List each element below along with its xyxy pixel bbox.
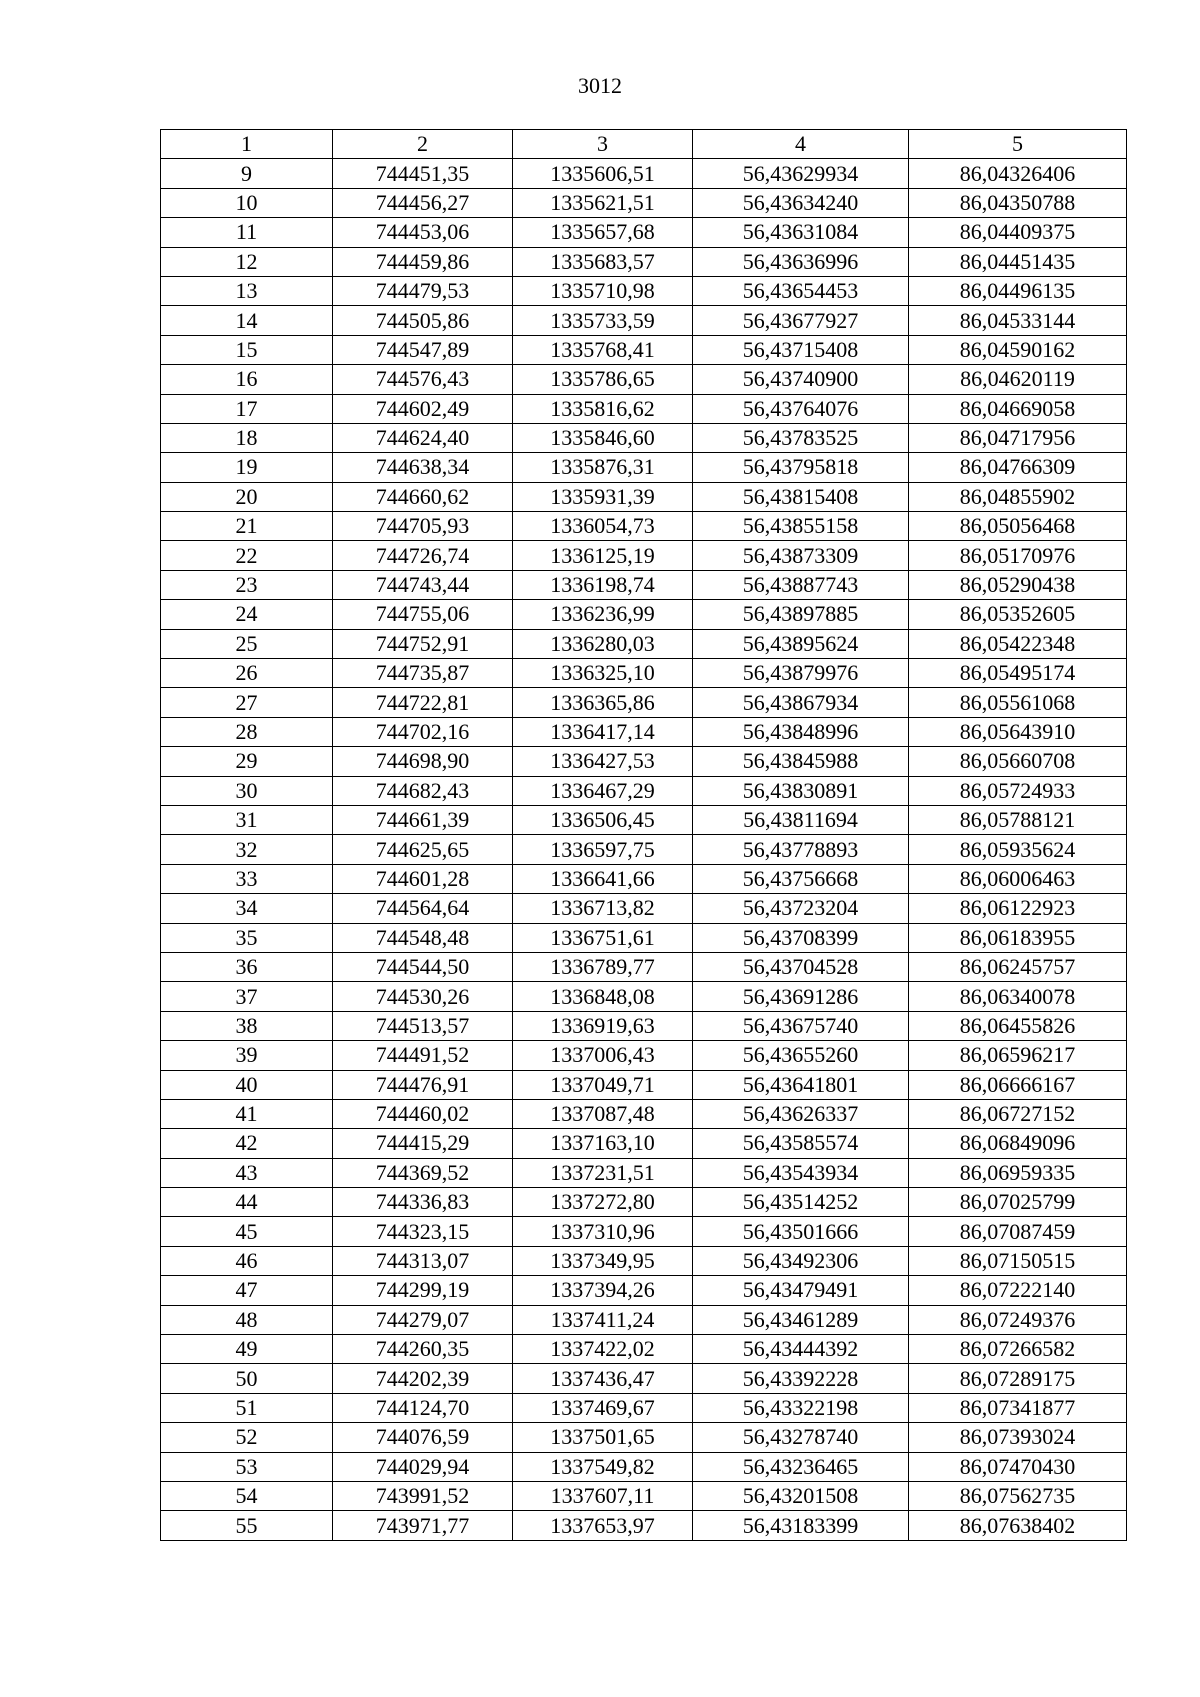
point-number-cell: 43 — [161, 1158, 333, 1187]
latitude-cell: 56,43322198 — [693, 1393, 909, 1422]
longitude-cell: 86,05056468 — [909, 512, 1127, 541]
y-coordinate-cell: 1335606,51 — [513, 159, 693, 188]
x-coordinate-cell: 744029,94 — [333, 1452, 513, 1481]
table-row — [161, 570, 1127, 599]
column-header: 5 — [909, 130, 1127, 159]
point-number-cell: 38 — [161, 1011, 333, 1040]
x-coordinate-cell: 744299,19 — [333, 1276, 513, 1305]
y-coordinate-cell: 1336713,82 — [513, 894, 693, 923]
latitude-cell: 56,43873309 — [693, 541, 909, 570]
longitude-cell: 86,07087459 — [909, 1217, 1127, 1246]
y-coordinate-cell: 1335710,98 — [513, 276, 693, 305]
table-row — [161, 864, 1127, 893]
longitude-cell: 86,07470430 — [909, 1452, 1127, 1481]
point-number-cell: 36 — [161, 952, 333, 981]
x-coordinate-cell: 744548,48 — [333, 923, 513, 952]
table-row — [161, 423, 1127, 452]
y-coordinate-cell: 1336467,29 — [513, 776, 693, 805]
table-row — [161, 1188, 1127, 1217]
table-row — [161, 776, 1127, 805]
point-number-cell: 19 — [161, 453, 333, 482]
table-row — [161, 1246, 1127, 1275]
longitude-cell: 86,06245757 — [909, 952, 1127, 981]
table-row — [161, 1511, 1127, 1540]
longitude-cell: 86,05352605 — [909, 600, 1127, 629]
point-number-cell: 20 — [161, 482, 333, 511]
x-coordinate-cell: 744576,43 — [333, 365, 513, 394]
table-row — [161, 1335, 1127, 1364]
longitude-cell: 86,04620119 — [909, 365, 1127, 394]
table-row — [161, 188, 1127, 217]
x-coordinate-cell: 743991,52 — [333, 1481, 513, 1510]
y-coordinate-cell: 1337436,47 — [513, 1364, 693, 1393]
longitude-cell: 86,07150515 — [909, 1246, 1127, 1275]
latitude-cell: 56,43740900 — [693, 365, 909, 394]
latitude-cell: 56,43855158 — [693, 512, 909, 541]
longitude-cell: 86,06849096 — [909, 1129, 1127, 1158]
point-number-cell: 11 — [161, 218, 333, 247]
table-row — [161, 218, 1127, 247]
table-row — [161, 923, 1127, 952]
x-coordinate-cell: 744279,07 — [333, 1305, 513, 1334]
table-row — [161, 600, 1127, 629]
point-number-cell: 13 — [161, 276, 333, 305]
point-number-cell: 30 — [161, 776, 333, 805]
point-number-cell: 26 — [161, 659, 333, 688]
y-coordinate-cell: 1335683,57 — [513, 247, 693, 276]
x-coordinate-cell: 744755,06 — [333, 600, 513, 629]
y-coordinate-cell: 1336789,77 — [513, 952, 693, 981]
table-row — [161, 982, 1127, 1011]
x-coordinate-cell: 744752,91 — [333, 629, 513, 658]
point-number-cell: 48 — [161, 1305, 333, 1334]
latitude-cell: 56,43479491 — [693, 1276, 909, 1305]
table-row — [161, 1276, 1127, 1305]
table-row — [161, 747, 1127, 776]
latitude-cell: 56,43845988 — [693, 747, 909, 776]
longitude-cell: 86,04350788 — [909, 188, 1127, 217]
point-number-cell: 28 — [161, 717, 333, 746]
longitude-cell: 86,04409375 — [909, 218, 1127, 247]
y-coordinate-cell: 1337394,26 — [513, 1276, 693, 1305]
table-row — [161, 805, 1127, 834]
x-coordinate-cell: 744451,35 — [333, 159, 513, 188]
latitude-cell: 56,43629934 — [693, 159, 909, 188]
table-row — [161, 335, 1127, 364]
y-coordinate-cell: 1336427,53 — [513, 747, 693, 776]
y-coordinate-cell: 1335931,39 — [513, 482, 693, 511]
latitude-cell: 56,43756668 — [693, 864, 909, 893]
y-coordinate-cell: 1336325,10 — [513, 659, 693, 688]
point-number-cell: 32 — [161, 835, 333, 864]
latitude-cell: 56,43830891 — [693, 776, 909, 805]
column-header: 3 — [513, 130, 693, 159]
longitude-cell: 86,04451435 — [909, 247, 1127, 276]
x-coordinate-cell: 744415,29 — [333, 1129, 513, 1158]
longitude-cell: 86,04766309 — [909, 453, 1127, 482]
longitude-cell: 86,05935624 — [909, 835, 1127, 864]
longitude-cell: 86,06455826 — [909, 1011, 1127, 1040]
y-coordinate-cell: 1337501,65 — [513, 1423, 693, 1452]
longitude-cell: 86,05170976 — [909, 541, 1127, 570]
x-coordinate-cell: 744547,89 — [333, 335, 513, 364]
table-row — [161, 659, 1127, 688]
table-row — [161, 1452, 1127, 1481]
latitude-cell: 56,43461289 — [693, 1305, 909, 1334]
x-coordinate-cell: 744476,91 — [333, 1070, 513, 1099]
y-coordinate-cell: 1336365,86 — [513, 688, 693, 717]
latitude-cell: 56,43543934 — [693, 1158, 909, 1187]
x-coordinate-cell: 744513,57 — [333, 1011, 513, 1040]
x-coordinate-cell: 744660,62 — [333, 482, 513, 511]
point-number-cell: 10 — [161, 188, 333, 217]
y-coordinate-cell: 1337607,11 — [513, 1481, 693, 1510]
x-coordinate-cell: 744638,34 — [333, 453, 513, 482]
x-coordinate-cell: 744260,35 — [333, 1335, 513, 1364]
y-coordinate-cell: 1336848,08 — [513, 982, 693, 1011]
y-coordinate-cell: 1336641,66 — [513, 864, 693, 893]
table-row — [161, 1305, 1127, 1334]
table-row — [161, 1364, 1127, 1393]
latitude-cell: 56,43278740 — [693, 1423, 909, 1452]
point-number-cell: 41 — [161, 1099, 333, 1128]
longitude-cell: 86,06183955 — [909, 923, 1127, 952]
y-coordinate-cell: 1335657,68 — [513, 218, 693, 247]
x-coordinate-cell: 744456,27 — [333, 188, 513, 217]
table-body — [161, 130, 1127, 1541]
latitude-cell: 56,43897885 — [693, 600, 909, 629]
point-number-cell: 44 — [161, 1188, 333, 1217]
latitude-cell: 56,43501666 — [693, 1217, 909, 1246]
table-row — [161, 159, 1127, 188]
table-row — [161, 394, 1127, 423]
table-row — [161, 482, 1127, 511]
point-number-cell: 51 — [161, 1393, 333, 1422]
longitude-cell: 86,05561068 — [909, 688, 1127, 717]
point-number-cell: 40 — [161, 1070, 333, 1099]
latitude-cell: 56,43183399 — [693, 1511, 909, 1540]
x-coordinate-cell: 744726,74 — [333, 541, 513, 570]
longitude-cell: 86,06727152 — [909, 1099, 1127, 1128]
point-number-cell: 25 — [161, 629, 333, 658]
table-row — [161, 276, 1127, 305]
longitude-cell: 86,06596217 — [909, 1041, 1127, 1070]
latitude-cell: 56,43704528 — [693, 952, 909, 981]
point-number-cell: 35 — [161, 923, 333, 952]
y-coordinate-cell: 1335816,62 — [513, 394, 693, 423]
longitude-cell: 86,05643910 — [909, 717, 1127, 746]
x-coordinate-cell: 744735,87 — [333, 659, 513, 688]
latitude-cell: 56,43655260 — [693, 1041, 909, 1070]
y-coordinate-cell: 1335733,59 — [513, 306, 693, 335]
x-coordinate-cell: 744624,40 — [333, 423, 513, 452]
y-coordinate-cell: 1336280,03 — [513, 629, 693, 658]
latitude-cell: 56,43795818 — [693, 453, 909, 482]
x-coordinate-cell: 744336,83 — [333, 1188, 513, 1217]
y-coordinate-cell: 1337653,97 — [513, 1511, 693, 1540]
longitude-cell: 86,06122923 — [909, 894, 1127, 923]
point-number-cell: 16 — [161, 365, 333, 394]
y-coordinate-cell: 1336236,99 — [513, 600, 693, 629]
longitude-cell: 86,06959335 — [909, 1158, 1127, 1187]
table-row — [161, 629, 1127, 658]
y-coordinate-cell: 1337049,71 — [513, 1070, 693, 1099]
y-coordinate-cell: 1337087,48 — [513, 1099, 693, 1128]
page-number: 3012 — [578, 73, 622, 98]
y-coordinate-cell: 1336597,75 — [513, 835, 693, 864]
x-coordinate-cell: 744323,15 — [333, 1217, 513, 1246]
longitude-cell: 86,07562735 — [909, 1481, 1127, 1510]
longitude-cell: 86,07341877 — [909, 1393, 1127, 1422]
longitude-cell: 86,07249376 — [909, 1305, 1127, 1334]
table-row — [161, 512, 1127, 541]
point-number-cell: 49 — [161, 1335, 333, 1364]
table-row — [161, 1070, 1127, 1099]
table-row — [161, 1158, 1127, 1187]
latitude-cell: 56,43778893 — [693, 835, 909, 864]
latitude-cell: 56,43626337 — [693, 1099, 909, 1128]
latitude-cell: 56,43867934 — [693, 688, 909, 717]
table-header-row — [161, 130, 1127, 159]
y-coordinate-cell: 1337231,51 — [513, 1158, 693, 1187]
x-coordinate-cell: 744453,06 — [333, 218, 513, 247]
y-coordinate-cell: 1337310,96 — [513, 1217, 693, 1246]
x-coordinate-cell: 744530,26 — [333, 982, 513, 1011]
latitude-cell: 56,43677927 — [693, 306, 909, 335]
table-row — [161, 1129, 1127, 1158]
point-number-cell: 24 — [161, 600, 333, 629]
latitude-cell: 56,43811694 — [693, 805, 909, 834]
point-number-cell: 39 — [161, 1041, 333, 1070]
table-row — [161, 247, 1127, 276]
x-coordinate-cell: 744491,52 — [333, 1041, 513, 1070]
x-coordinate-cell: 744601,28 — [333, 864, 513, 893]
table-row — [161, 1423, 1127, 1452]
table-row — [161, 541, 1127, 570]
latitude-cell: 56,43848996 — [693, 717, 909, 746]
x-coordinate-cell: 744702,16 — [333, 717, 513, 746]
x-coordinate-cell: 744369,52 — [333, 1158, 513, 1187]
point-number-cell: 54 — [161, 1481, 333, 1510]
point-number-cell: 42 — [161, 1129, 333, 1158]
y-coordinate-cell: 1336919,63 — [513, 1011, 693, 1040]
x-coordinate-cell: 744202,39 — [333, 1364, 513, 1393]
table-row — [161, 717, 1127, 746]
table-row — [161, 952, 1127, 981]
y-coordinate-cell: 1335876,31 — [513, 453, 693, 482]
column-header: 2 — [333, 130, 513, 159]
table-row — [161, 835, 1127, 864]
x-coordinate-cell: 744705,93 — [333, 512, 513, 541]
point-number-cell: 37 — [161, 982, 333, 1011]
latitude-cell: 56,43641801 — [693, 1070, 909, 1099]
x-coordinate-cell: 744743,44 — [333, 570, 513, 599]
y-coordinate-cell: 1336506,45 — [513, 805, 693, 834]
table-row — [161, 894, 1127, 923]
table-row — [161, 306, 1127, 335]
longitude-cell: 86,06340078 — [909, 982, 1127, 1011]
point-number-cell: 34 — [161, 894, 333, 923]
latitude-cell: 56,43675740 — [693, 1011, 909, 1040]
latitude-cell: 56,43392228 — [693, 1364, 909, 1393]
y-coordinate-cell: 1337272,80 — [513, 1188, 693, 1217]
point-number-cell: 33 — [161, 864, 333, 893]
y-coordinate-cell: 1335786,65 — [513, 365, 693, 394]
point-number-cell: 52 — [161, 1423, 333, 1452]
point-number-cell: 55 — [161, 1511, 333, 1540]
latitude-cell: 56,43514252 — [693, 1188, 909, 1217]
x-coordinate-cell: 744602,49 — [333, 394, 513, 423]
longitude-cell: 86,04855902 — [909, 482, 1127, 511]
x-coordinate-cell: 744722,81 — [333, 688, 513, 717]
point-number-cell: 17 — [161, 394, 333, 423]
latitude-cell: 56,43691286 — [693, 982, 909, 1011]
longitude-cell: 86,07638402 — [909, 1511, 1127, 1540]
point-number-cell: 47 — [161, 1276, 333, 1305]
longitude-cell: 86,04496135 — [909, 276, 1127, 305]
x-coordinate-cell: 744076,59 — [333, 1423, 513, 1452]
point-number-cell: 23 — [161, 570, 333, 599]
y-coordinate-cell: 1336751,61 — [513, 923, 693, 952]
longitude-cell: 86,06666167 — [909, 1070, 1127, 1099]
y-coordinate-cell: 1336125,19 — [513, 541, 693, 570]
x-coordinate-cell: 744564,64 — [333, 894, 513, 923]
x-coordinate-cell: 744460,02 — [333, 1099, 513, 1128]
point-number-cell: 14 — [161, 306, 333, 335]
latitude-cell: 56,43634240 — [693, 188, 909, 217]
point-number-cell: 53 — [161, 1452, 333, 1481]
point-number-cell: 31 — [161, 805, 333, 834]
latitude-cell: 56,43723204 — [693, 894, 909, 923]
x-coordinate-cell: 744682,43 — [333, 776, 513, 805]
longitude-cell: 86,07222140 — [909, 1276, 1127, 1305]
longitude-cell: 86,07393024 — [909, 1423, 1127, 1452]
y-coordinate-cell: 1337411,24 — [513, 1305, 693, 1334]
x-coordinate-cell: 743971,77 — [333, 1511, 513, 1540]
column-header: 4 — [693, 130, 909, 159]
point-number-cell: 29 — [161, 747, 333, 776]
latitude-cell: 56,43236465 — [693, 1452, 909, 1481]
table-row — [161, 1217, 1127, 1246]
latitude-cell: 56,43887743 — [693, 570, 909, 599]
longitude-cell: 86,04533144 — [909, 306, 1127, 335]
point-number-cell: 45 — [161, 1217, 333, 1246]
x-coordinate-cell: 744505,86 — [333, 306, 513, 335]
point-number-cell: 50 — [161, 1364, 333, 1393]
latitude-cell: 56,43783525 — [693, 423, 909, 452]
y-coordinate-cell: 1337163,10 — [513, 1129, 693, 1158]
y-coordinate-cell: 1337006,43 — [513, 1041, 693, 1070]
point-number-cell: 18 — [161, 423, 333, 452]
longitude-cell: 86,04326406 — [909, 159, 1127, 188]
longitude-cell: 86,04669058 — [909, 394, 1127, 423]
point-number-cell: 27 — [161, 688, 333, 717]
longitude-cell: 86,04590162 — [909, 335, 1127, 364]
table-row — [161, 1041, 1127, 1070]
y-coordinate-cell: 1336054,73 — [513, 512, 693, 541]
y-coordinate-cell: 1337349,95 — [513, 1246, 693, 1275]
longitude-cell: 86,07025799 — [909, 1188, 1127, 1217]
latitude-cell: 56,43444392 — [693, 1335, 909, 1364]
table-row — [161, 1481, 1127, 1510]
point-number-cell: 12 — [161, 247, 333, 276]
y-coordinate-cell: 1335846,60 — [513, 423, 693, 452]
point-number-cell: 21 — [161, 512, 333, 541]
point-number-cell: 46 — [161, 1246, 333, 1275]
y-coordinate-cell: 1335768,41 — [513, 335, 693, 364]
latitude-cell: 56,43715408 — [693, 335, 909, 364]
latitude-cell: 56,43708399 — [693, 923, 909, 952]
x-coordinate-cell: 744459,86 — [333, 247, 513, 276]
y-coordinate-cell: 1336417,14 — [513, 717, 693, 746]
latitude-cell: 56,43492306 — [693, 1246, 909, 1275]
latitude-cell: 56,43764076 — [693, 394, 909, 423]
longitude-cell: 86,05290438 — [909, 570, 1127, 599]
table-row — [161, 1393, 1127, 1422]
latitude-cell: 56,43879976 — [693, 659, 909, 688]
longitude-cell: 86,07266582 — [909, 1335, 1127, 1364]
x-coordinate-cell: 744625,65 — [333, 835, 513, 864]
longitude-cell: 86,07289175 — [909, 1364, 1127, 1393]
longitude-cell: 86,05495174 — [909, 659, 1127, 688]
x-coordinate-cell: 744479,53 — [333, 276, 513, 305]
table-row — [161, 688, 1127, 717]
x-coordinate-cell: 744661,39 — [333, 805, 513, 834]
latitude-cell: 56,43585574 — [693, 1129, 909, 1158]
point-number-cell: 22 — [161, 541, 333, 570]
latitude-cell: 56,43815408 — [693, 482, 909, 511]
latitude-cell: 56,43895624 — [693, 629, 909, 658]
y-coordinate-cell: 1336198,74 — [513, 570, 693, 599]
longitude-cell: 86,05422348 — [909, 629, 1127, 658]
longitude-cell: 86,05724933 — [909, 776, 1127, 805]
table-row — [161, 1011, 1127, 1040]
x-coordinate-cell: 744124,70 — [333, 1393, 513, 1422]
longitude-cell: 86,05788121 — [909, 805, 1127, 834]
longitude-cell: 86,06006463 — [909, 864, 1127, 893]
coordinates-table — [160, 129, 1127, 1541]
y-coordinate-cell: 1337549,82 — [513, 1452, 693, 1481]
latitude-cell: 56,43636996 — [693, 247, 909, 276]
y-coordinate-cell: 1337469,67 — [513, 1393, 693, 1422]
longitude-cell: 86,05660708 — [909, 747, 1127, 776]
y-coordinate-cell: 1337422,02 — [513, 1335, 693, 1364]
latitude-cell: 56,43201508 — [693, 1481, 909, 1510]
table-row — [161, 1099, 1127, 1128]
x-coordinate-cell: 744313,07 — [333, 1246, 513, 1275]
point-number-cell: 15 — [161, 335, 333, 364]
point-number-cell: 9 — [161, 159, 333, 188]
x-coordinate-cell: 744698,90 — [333, 747, 513, 776]
latitude-cell: 56,43654453 — [693, 276, 909, 305]
table-row — [161, 453, 1127, 482]
column-header: 1 — [161, 130, 333, 159]
latitude-cell: 56,43631084 — [693, 218, 909, 247]
longitude-cell: 86,04717956 — [909, 423, 1127, 452]
y-coordinate-cell: 1335621,51 — [513, 188, 693, 217]
table-row — [161, 365, 1127, 394]
x-coordinate-cell: 744544,50 — [333, 952, 513, 981]
